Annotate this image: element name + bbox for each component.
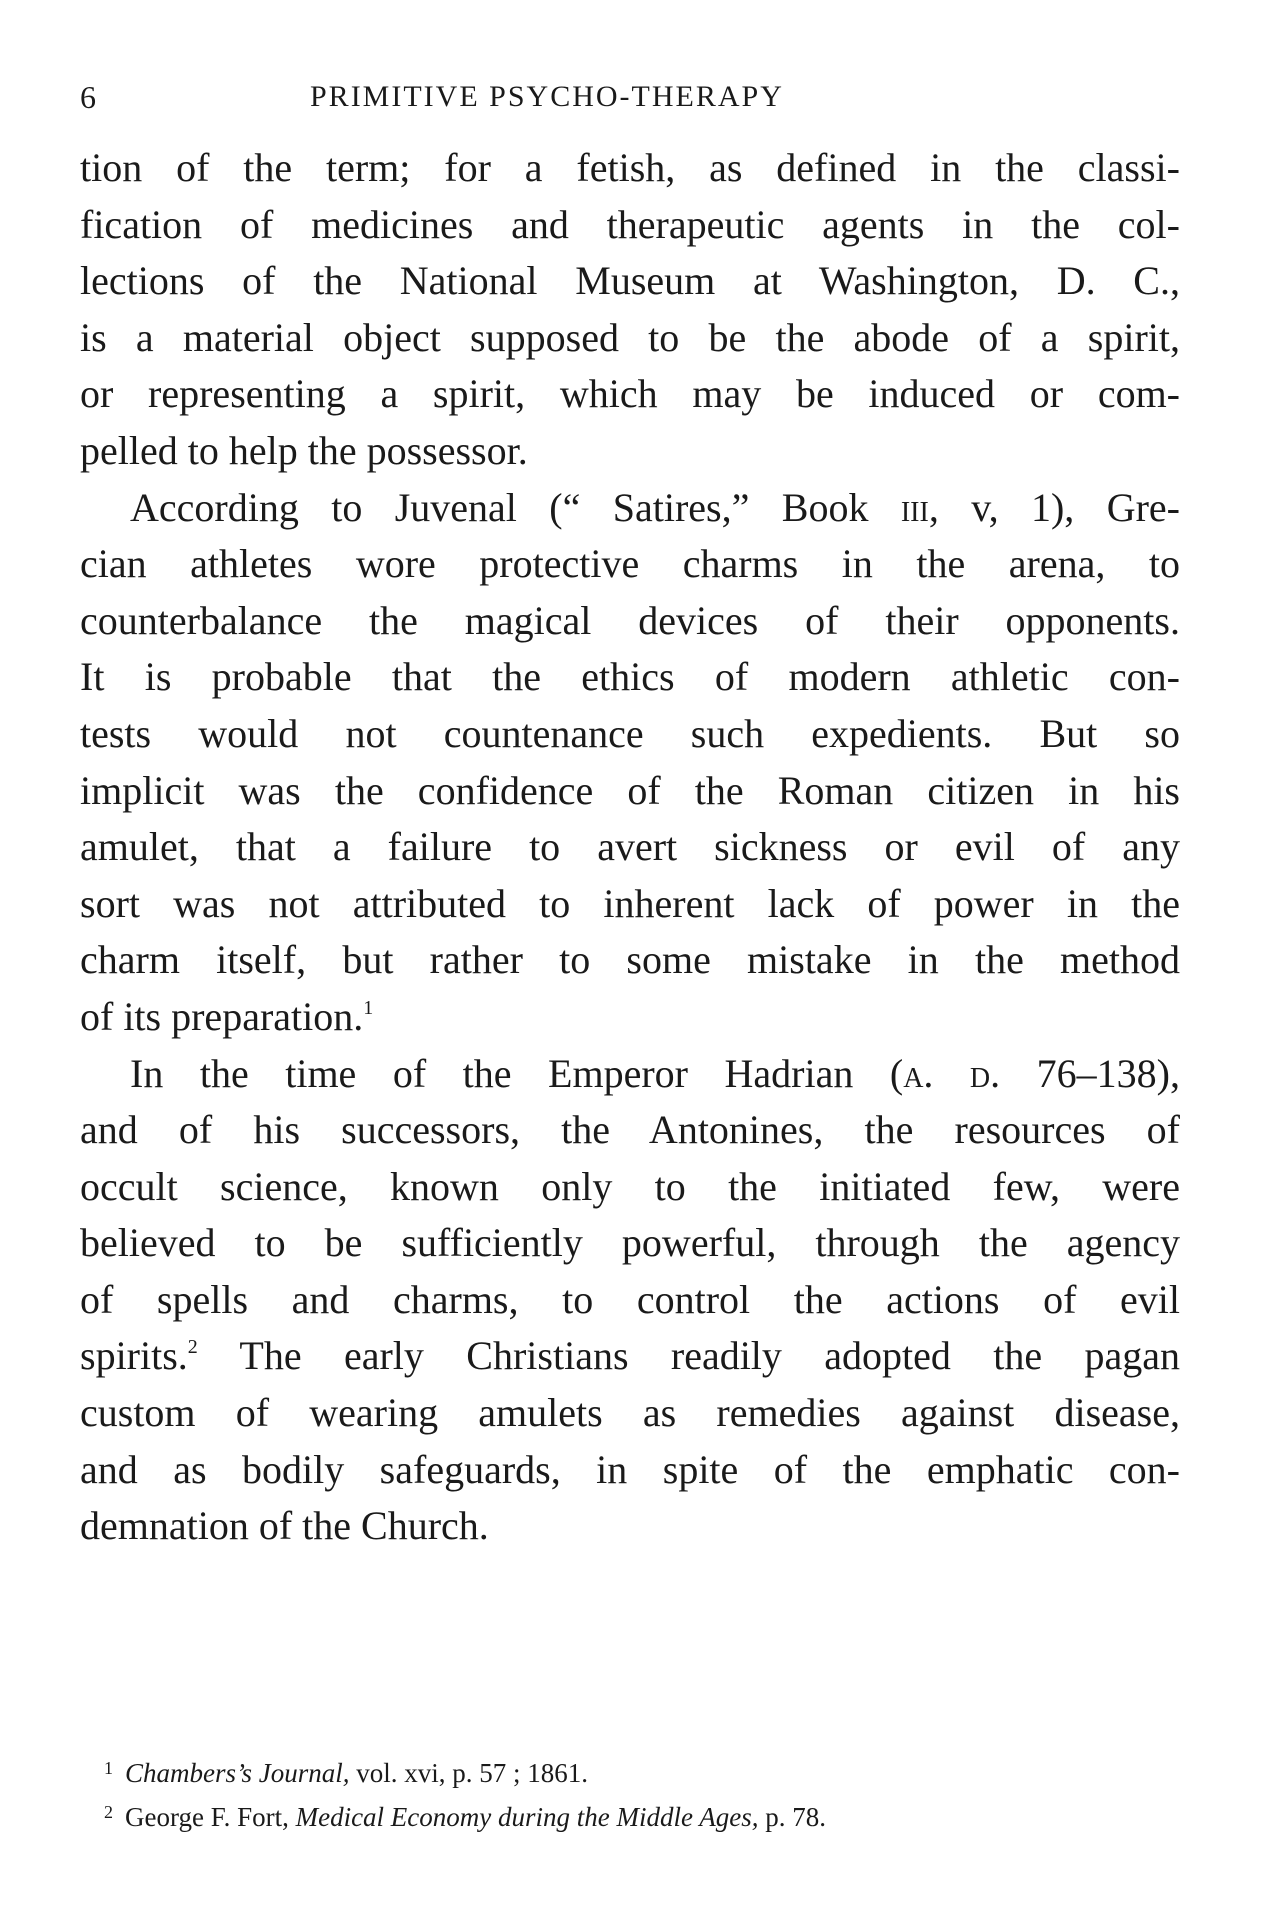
footnote-mark: 1 — [104, 1758, 113, 1778]
footnote — [104, 1746, 1104, 1790]
footnote-mark: 2 — [104, 1802, 113, 1822]
text-line: custom of wearing amulets as remedies against disease, — [80, 1390, 1180, 1436]
footnote — [104, 1790, 1104, 1834]
text-line: and as bodily safeguards, in spite of the emphatic con- — [80, 1446, 1180, 1492]
era-abbreviation: a. d. — [903, 1050, 1001, 1096]
text-line: It is probable that the ethics of modern athletic con- — [80, 654, 1180, 700]
text-line: amulet, that a failure to avert sickness or evil of any — [80, 824, 1180, 870]
footnote-source-title: Chambers’s Journal, — [125, 1758, 350, 1788]
text-line: charm itself, but rather to some mistake in the method — [80, 937, 1180, 983]
text-line — [80, 1328, 1180, 1385]
text-line: and of his successors, the Antonines, the resources of — [80, 1107, 1180, 1153]
footnote-source-title: Medical Economy during the Middle Ages, — [295, 1802, 759, 1832]
footnote-text: vol. xvi, p. 57 ; 1861. — [349, 1758, 589, 1788]
footnote-text: p. 78. — [758, 1802, 826, 1832]
text-line: implicit was the confidence of the Roman citizen in his — [80, 767, 1180, 813]
text-line: counterbalance the magical devices of their opponents. — [80, 597, 1180, 643]
text-line: tests would not countenance such expedients. But so — [80, 710, 1180, 756]
text-line: is a material object supposed to be the abode of a spirit, — [80, 314, 1180, 360]
body-text — [80, 140, 1180, 1555]
text-line: tion of the term; for a fetish, as defined in the classi- — [80, 145, 1180, 190]
footnote-author: George F. Fort, — [125, 1802, 296, 1832]
footnote-reference: 2 — [187, 1336, 198, 1359]
text-segment: , v, 1), Gre- — [928, 484, 1180, 530]
text-segment: In the time of the Emperor Hadrian ( — [130, 1050, 904, 1096]
text-line: fication of medicines and therapeutic agents in the col- — [80, 201, 1180, 247]
text-line: pelled to help the possessor. — [80, 427, 528, 473]
book-number: iii — [900, 484, 929, 530]
text-line: believed to be sufficiently powerful, through the agency — [80, 1220, 1180, 1266]
text-line: cian athletes wore protective charms in the arena, to — [80, 541, 1180, 587]
text-line: occult science, known only to the initiated few, were — [80, 1163, 1180, 1209]
text-line — [80, 989, 1180, 1046]
text-line — [80, 1046, 1180, 1103]
page-number: 6 — [80, 79, 96, 115]
text-line: of spells and charms, to control the actions of evil — [80, 1276, 1180, 1322]
text-line: sort was not attributed to inherent lack of power in the — [80, 880, 1180, 926]
text-segment: 76–138), — [1000, 1050, 1180, 1096]
footnotes — [104, 1746, 1104, 1834]
text-segment: spirits. — [80, 1333, 188, 1379]
page-header — [80, 72, 1180, 122]
text-segment: of its preparation. — [80, 993, 364, 1039]
running-head: PRIMITIVE PSYCHO-THERAPY — [310, 80, 784, 113]
text-line: demnation of the Church. — [80, 1503, 489, 1549]
footnote-reference: 1 — [363, 996, 374, 1019]
text-segment: The early Christians readily adopted the pagan — [197, 1333, 1180, 1379]
text-line — [80, 480, 1180, 537]
text-segment: According to Juvenal (“ Satires,” Book — [130, 484, 901, 530]
text-line: or representing a spirit, which may be induced or com- — [80, 371, 1180, 417]
text-line: lections of the National Museum at Washington, D. C., — [80, 258, 1180, 304]
